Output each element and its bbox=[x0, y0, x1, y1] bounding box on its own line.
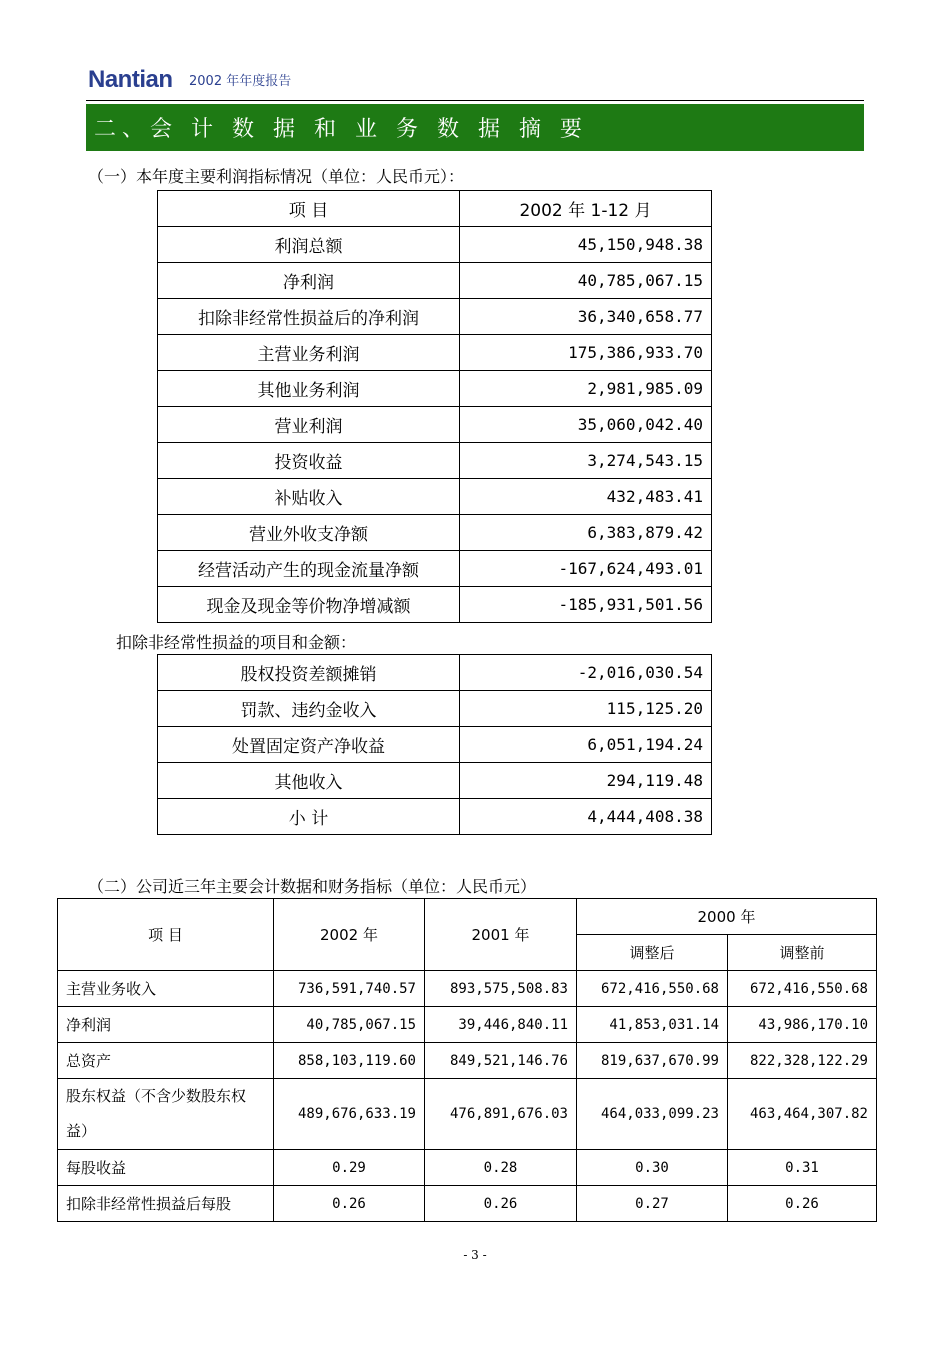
table-row bbox=[158, 727, 712, 763]
value-2000-adjusted: 672,416,550.68 bbox=[577, 971, 728, 1007]
table-row bbox=[58, 1007, 877, 1043]
value-2000-before: 43,986,170.10 bbox=[728, 1007, 877, 1043]
table-row bbox=[58, 1079, 877, 1150]
profit-caption: （一）本年度主要利润指标情况（单位：人民币元）： bbox=[88, 167, 465, 186]
table-row bbox=[158, 299, 712, 335]
header-adjusted: 调整后 bbox=[577, 935, 728, 971]
row-label: 扣除非经常性损益后的净利润 bbox=[158, 299, 460, 335]
table-row bbox=[158, 263, 712, 299]
table-row bbox=[158, 515, 712, 551]
profit-header-row bbox=[158, 191, 712, 227]
company-logo: Nantian bbox=[88, 66, 173, 93]
row-value: 294,119.48 bbox=[460, 763, 712, 799]
row-label: 股权投资差额摊销 bbox=[158, 655, 460, 691]
row-label: 投资收益 bbox=[158, 443, 460, 479]
header-2001: 2001 年 bbox=[425, 899, 577, 971]
value-2000-before: 0.26 bbox=[728, 1186, 877, 1222]
page-number: - 3 - bbox=[463, 1248, 487, 1262]
value-2000-adjusted: 464,033,099.23 bbox=[577, 1079, 728, 1150]
value-2000-adjusted: 0.27 bbox=[577, 1186, 728, 1222]
value-2002: 489,676,633.19 bbox=[274, 1079, 425, 1150]
value-2000-before: 463,464,307.82 bbox=[728, 1079, 877, 1150]
row-value: 36,340,658.77 bbox=[460, 299, 712, 335]
row-value: 115,125.20 bbox=[460, 691, 712, 727]
table-row bbox=[158, 587, 712, 623]
row-value: -167,624,493.01 bbox=[460, 551, 712, 587]
row-label: 营业外收支净额 bbox=[158, 515, 460, 551]
row-label: 营业利润 bbox=[158, 407, 460, 443]
table-row bbox=[58, 1043, 877, 1079]
table-row bbox=[158, 479, 712, 515]
value-2000-adjusted: 0.30 bbox=[577, 1150, 728, 1186]
table-row bbox=[58, 1186, 877, 1222]
row-value: 3,274,543.15 bbox=[460, 443, 712, 479]
table-row bbox=[158, 763, 712, 799]
row-value: 45,150,948.38 bbox=[460, 227, 712, 263]
value-2002: 0.26 bbox=[274, 1186, 425, 1222]
row-value: -185,931,501.56 bbox=[460, 587, 712, 623]
row-value: 2,981,985.09 bbox=[460, 371, 712, 407]
row-label: 罚款、违约金收入 bbox=[158, 691, 460, 727]
row-value: 432,483.41 bbox=[460, 479, 712, 515]
header-period: 2002 年 1-12 月 bbox=[460, 191, 712, 227]
header-item: 项 目 bbox=[158, 191, 460, 227]
row-value: 35,060,042.40 bbox=[460, 407, 712, 443]
table-row bbox=[158, 335, 712, 371]
value-2000-adjusted: 819,637,670.99 bbox=[577, 1043, 728, 1079]
table-row bbox=[158, 227, 712, 263]
value-2001: 849,521,146.76 bbox=[425, 1043, 577, 1079]
row-label: 主营业务收入 bbox=[58, 971, 274, 1007]
report-title: 2002 年年度报告 bbox=[189, 74, 292, 89]
table-row bbox=[58, 1150, 877, 1186]
header-2002: 2002 年 bbox=[274, 899, 425, 971]
value-2000-before: 0.31 bbox=[728, 1150, 877, 1186]
row-label: 经营活动产生的现金流量净额 bbox=[158, 551, 460, 587]
value-2002: 40,785,067.15 bbox=[274, 1007, 425, 1043]
nonrecurring-table bbox=[157, 654, 712, 835]
value-2002: 736,591,740.57 bbox=[274, 971, 425, 1007]
row-value: 175,386,933.70 bbox=[460, 335, 712, 371]
row-label: 主营业务利润 bbox=[158, 335, 460, 371]
row-label: 每股收益 bbox=[58, 1150, 274, 1186]
header-item: 项 目 bbox=[58, 899, 274, 971]
row-label: 扣除非经常性损益后每股 bbox=[58, 1186, 274, 1222]
value-2002: 0.29 bbox=[274, 1150, 425, 1186]
value-2001: 0.26 bbox=[425, 1186, 577, 1222]
profit-table bbox=[157, 190, 712, 623]
row-value: 4,444,408.38 bbox=[460, 799, 712, 835]
table-row bbox=[158, 551, 712, 587]
row-label: 股东权益（不含少数股东权益） bbox=[58, 1079, 274, 1150]
value-2001: 39,446,840.11 bbox=[425, 1007, 577, 1043]
row-value: 40,785,067.15 bbox=[460, 263, 712, 299]
value-2000-adjusted: 41,853,031.14 bbox=[577, 1007, 728, 1043]
table-row bbox=[158, 371, 712, 407]
row-value: 6,383,879.42 bbox=[460, 515, 712, 551]
row-label: 补贴收入 bbox=[158, 479, 460, 515]
table-row bbox=[58, 971, 877, 1007]
table-row bbox=[158, 655, 712, 691]
value-2000-before: 672,416,550.68 bbox=[728, 971, 877, 1007]
threeyear-table bbox=[57, 898, 877, 1222]
value-2001: 893,575,508.83 bbox=[425, 971, 577, 1007]
row-label: 小 计 bbox=[158, 799, 460, 835]
value-2000-before: 822,328,122.29 bbox=[728, 1043, 877, 1079]
row-label: 现金及现金等价物净增减额 bbox=[158, 587, 460, 623]
value-2001: 476,891,676.03 bbox=[425, 1079, 577, 1150]
value-2001: 0.28 bbox=[425, 1150, 577, 1186]
header-2000: 2000 年 bbox=[577, 899, 877, 935]
table-row bbox=[158, 799, 712, 835]
threeyear-header-row bbox=[58, 899, 877, 935]
section-title: 二、会 计 数 据 和 业 务 数 据 摘 要 bbox=[94, 117, 588, 142]
logo-underline-decoration bbox=[90, 92, 182, 96]
header-rule bbox=[86, 100, 864, 101]
row-label: 净利润 bbox=[58, 1007, 274, 1043]
value-2002: 858,103,119.60 bbox=[274, 1043, 425, 1079]
header-before: 调整前 bbox=[728, 935, 877, 971]
row-label: 净利润 bbox=[158, 263, 460, 299]
row-label: 其他收入 bbox=[158, 763, 460, 799]
row-value: 6,051,194.24 bbox=[460, 727, 712, 763]
row-value: -2,016,030.54 bbox=[460, 655, 712, 691]
nonrecurring-caption: 扣除非经常性损益的项目和金额： bbox=[116, 633, 357, 652]
table-row bbox=[158, 407, 712, 443]
table-row bbox=[158, 443, 712, 479]
row-label: 处置固定资产净收益 bbox=[158, 727, 460, 763]
threeyear-caption: （二）公司近三年主要会计数据和财务指标（单位：人民币元） bbox=[88, 877, 537, 896]
table-row bbox=[158, 691, 712, 727]
row-label: 利润总额 bbox=[158, 227, 460, 263]
row-label: 其他业务利润 bbox=[158, 371, 460, 407]
row-label: 总资产 bbox=[58, 1043, 274, 1079]
